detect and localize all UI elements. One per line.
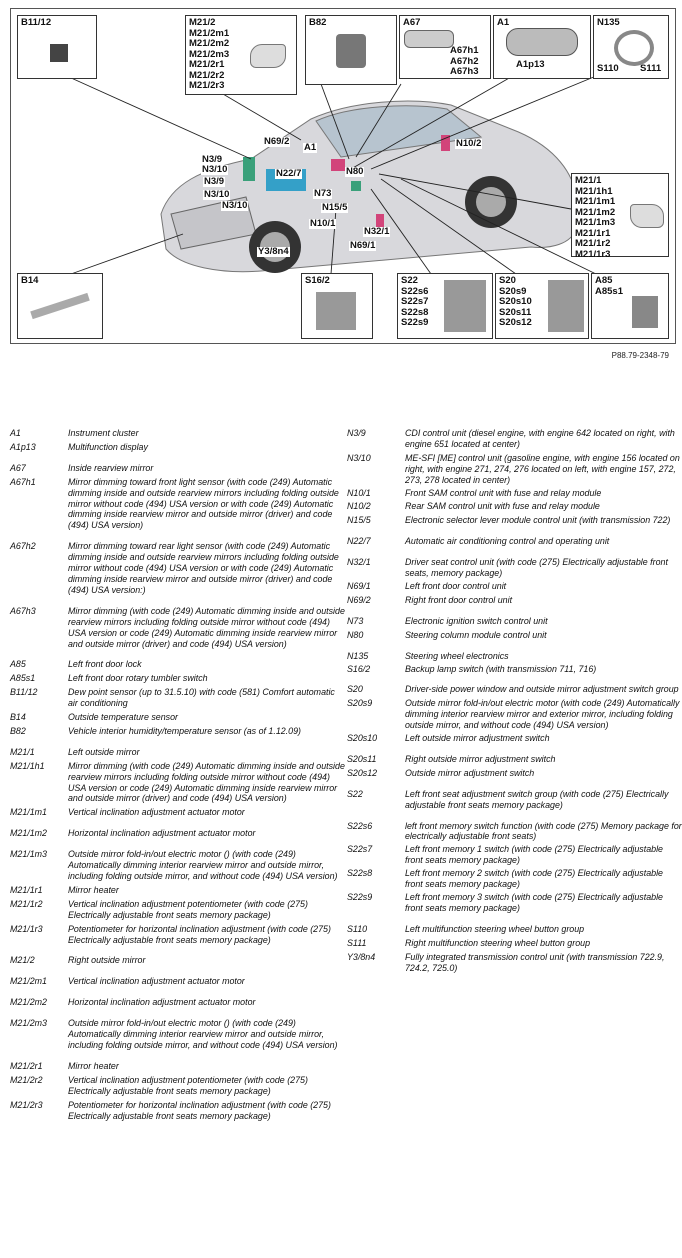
legend-description: Left front memory 1 switch (with code (275) Electrically adjustable front seats memory package) — [405, 844, 663, 866]
box-label: A1 — [497, 17, 510, 28]
sensor-image — [50, 44, 68, 62]
car-callout-label: N3/10 — [222, 200, 248, 211]
legend-row — [347, 616, 682, 630]
legend-left — [10, 428, 349, 1124]
legend-description: Outside mirror fold-in/out electric motor (with code (249) Automatically dimming interior rearview mirror and exterior mirror, including folding outside mirror, and without code (494) USA version) — [405, 698, 680, 731]
legend-row — [10, 747, 349, 761]
switch-image — [316, 292, 356, 330]
legend-code: N3/9 — [347, 428, 366, 438]
legend-row — [347, 595, 682, 616]
legend-row — [347, 428, 682, 453]
legend-description: left front memory switch function (with code (275) Memory package for electrically adjustable front seats) — [405, 820, 682, 842]
legend-code: S20s11 — [347, 753, 377, 764]
car-callout-label: N3/10 — [202, 164, 228, 175]
sensor-image — [30, 293, 90, 319]
cluster-image — [506, 28, 578, 56]
legend-code: M21/2r1 — [10, 1060, 43, 1071]
legend-row — [10, 924, 349, 956]
box-label: S20 S20s9 S20s10 S20s11 S20s12 — [499, 275, 532, 328]
legend-code: M21/1r2 — [10, 898, 43, 909]
car-callout-label: N3/10 — [204, 189, 230, 200]
box-a1 — [493, 15, 591, 79]
legend-code: B82 — [10, 725, 26, 736]
box-m21-2 — [185, 15, 297, 95]
legend-description: Left outside mirror adjustment switch — [405, 733, 550, 744]
car-callout-label: N3/9 — [202, 154, 223, 165]
box-s20 — [495, 273, 589, 339]
legend-description: Backup lamp switch (with transmission 711, 716) — [405, 663, 597, 674]
box-b82 — [305, 15, 397, 85]
legend-description: Right multifunction steering wheel button group — [405, 937, 591, 948]
legend-description: Mirror heater — [68, 884, 119, 895]
box-sublabel: A1p13 — [516, 59, 545, 70]
legend-code: M21/2m2 — [10, 997, 47, 1008]
legend-description: Right outside mirror adjustment switch — [405, 753, 556, 764]
legend-row — [10, 1075, 349, 1100]
legend-description: Dew point sensor (up to 31.5.10) with code (581) Comfort automatic air conditioning — [68, 687, 335, 709]
switch-image — [548, 280, 584, 332]
legend-code: A67h1 — [10, 476, 36, 487]
legend-row — [347, 557, 682, 581]
legend-row — [347, 684, 682, 698]
legend-code: N69/1 — [347, 580, 371, 591]
legend-description: Left multifunction steering wheel button group — [405, 923, 585, 934]
car-callout-label: N15/5 — [322, 202, 348, 213]
legend-row — [10, 712, 349, 726]
legend-description: Vertical inclination adjustment actuator motor — [68, 976, 245, 987]
legend-code: M21/1 — [10, 746, 35, 757]
legend-description: Outside temperature sensor — [68, 712, 179, 723]
legend-row — [10, 606, 349, 660]
switch-image — [444, 280, 486, 332]
legend-row — [10, 955, 349, 976]
car-callout-label: Y3/8n4 — [258, 246, 289, 257]
legend-row — [347, 651, 682, 664]
legend-code: A85 — [10, 659, 26, 670]
legend-description: Left outside mirror — [68, 746, 140, 757]
car-callout-label: N32/1 — [364, 226, 390, 237]
legend-description: Mirror dimming (with code (249) Automatic dimming inside and outside rearview mirrors including folding outside mirror without code (494) USA version or code (249) Automatic dimming inside rearview mirror and outside mirror (driver) and code (494) USA version) — [68, 605, 345, 649]
box-a67 — [399, 15, 491, 79]
legend-code: A85s1 — [10, 673, 36, 684]
legend-code: N73 — [347, 615, 364, 626]
box-label: S16/2 — [305, 275, 330, 286]
legend-description: Rear SAM control unit with fuse and relay module — [405, 501, 600, 512]
legend-row — [10, 442, 349, 463]
legend-description: Electronic selector lever module control unit (with transmission 722) — [405, 515, 671, 526]
box-label: B11/12 — [21, 17, 52, 28]
legend-row — [347, 501, 682, 515]
legend-description: ME-SFI [ME] control unit (gasoline engine, with engine 156 located on right, with engine 271, 274, 276 located on left, with engine 157, 272, 273, 278 located in center) — [405, 452, 680, 485]
legend-row — [10, 463, 349, 477]
legend-row — [347, 630, 682, 651]
legend-code: M21/1r1 — [10, 884, 43, 895]
legend-code: A1p13 — [10, 441, 36, 452]
car-callout-label: N22/7 — [276, 168, 302, 179]
legend-description: Mirror dimming toward front light sensor (with code (249) Automatic dimming inside and outside rearview mirrors including folding outside mirror without code (494) USA version or with code (249) Automatic dimming inside rearview mirror and outside mirror (driver) and code (494) USA version) — [68, 476, 339, 531]
legend-row — [10, 541, 349, 606]
legend-row — [347, 698, 682, 733]
legend-row — [347, 515, 682, 536]
legend-description: Potentiometer for horizontal inclination adjustment (with code (275) Electrically adjustable front seats memory package) — [68, 1099, 331, 1121]
legend-code: M21/1m2 — [10, 828, 47, 839]
legend-code: N135 — [347, 650, 369, 661]
legend-description: Left front door rotary tumbler switch — [68, 673, 208, 684]
box-sublabel: S110 — [597, 63, 619, 74]
legend-row — [10, 1100, 349, 1125]
box-b11-12 — [17, 15, 97, 79]
legend-code: Y3/8n4 — [347, 951, 376, 962]
box-label: N135 — [597, 17, 620, 28]
legend-description: Vertical inclination adjustment actuator motor — [68, 807, 245, 818]
legend-description: Instrument cluster — [68, 428, 139, 438]
legend-description: Left front door lock — [68, 659, 142, 670]
legend-code: A1 — [10, 428, 21, 438]
legend-description: Vehicle interior humidity/temperature sensor (as of 1.12.09) — [68, 725, 301, 736]
reference-code: P88.79-2348-79 — [611, 351, 669, 360]
mirror-image — [250, 44, 286, 68]
legend-row — [347, 733, 682, 754]
legend-row — [347, 844, 682, 868]
sensor-image — [336, 34, 366, 68]
legend-row — [10, 849, 349, 885]
box-b14 — [17, 273, 103, 339]
box-label: B14 — [21, 275, 39, 286]
legend-description: Electronic ignition switch control unit — [405, 615, 548, 626]
box-sublabel: S111 — [640, 63, 662, 74]
box-label: M21/2 M21/2m1 M21/2m2 M21/2m3 M21/2r1 M21/2r2 M21/2r3 — [189, 17, 230, 91]
legend-code: B14 — [10, 712, 26, 723]
legend-row — [347, 924, 682, 938]
component-location-diagram — [10, 8, 676, 344]
legend-row — [347, 581, 682, 595]
legend-row — [10, 828, 349, 849]
legend-description: Front SAM control unit with fuse and relay module — [405, 487, 602, 498]
legend-code: M21/2m1 — [10, 976, 47, 987]
legend-row — [347, 789, 682, 821]
steering-wheel-image — [614, 30, 654, 66]
legend-description: Vertical inclination adjustment potentiometer (with code (275) Electrically adjustable front seats memory package) — [68, 898, 308, 920]
box-label: A85 A85s1 — [595, 275, 623, 297]
legend-right — [347, 428, 682, 976]
legend-code: N22/7 — [347, 536, 371, 547]
legend-row — [10, 726, 349, 747]
legend-description: Steering wheel electronics — [405, 650, 509, 661]
lock-image — [632, 296, 658, 328]
box-sublabel: A67h1 A67h2 A67h3 — [450, 45, 479, 77]
legend-code: A67h3 — [10, 605, 36, 616]
legend-code: N15/5 — [347, 515, 371, 526]
legend-code: M21/2r3 — [10, 1099, 43, 1110]
mirror-image — [630, 204, 664, 228]
legend-code: N80 — [347, 629, 364, 640]
legend-row — [10, 673, 349, 687]
box-a85 — [591, 273, 669, 339]
legend-row — [347, 768, 682, 789]
legend-code: A67 — [10, 462, 26, 473]
legend-row — [347, 868, 682, 892]
car-callout-label: N10/1 — [310, 218, 336, 229]
legend-row — [347, 453, 682, 488]
legend-description: Horizontal inclination adjustment actuator motor — [68, 828, 256, 839]
legend-code: N3/10 — [347, 452, 371, 463]
legend-row — [10, 997, 349, 1018]
car-callout-label: A1 — [304, 142, 317, 153]
legend-row — [10, 807, 349, 828]
legend-code: M21/1r3 — [10, 923, 43, 934]
legend-description: Fully integrated transmission control unit (with transmission 722.9, 724.2, 725.0) — [405, 951, 665, 973]
legend-code: M21/1m1 — [10, 807, 47, 818]
legend-description: Left front memory 3 switch (with code (275) Electrically adjustable front seats memory package) — [405, 892, 663, 913]
legend-code: B11/12 — [10, 687, 38, 698]
legend-row — [10, 428, 349, 442]
mirror-image — [404, 30, 454, 48]
legend-description: Left front door control unit — [405, 580, 507, 591]
legend-code: A67h2 — [10, 541, 36, 552]
legend-description: Mirror dimming (with code (249) Automatic dimming inside and outside rearview mirrors including folding outside mirror without code (494) USA version or code (249) Automatic dimming inside rearview mirror and outside mirror (driver) and code (494) USA version) — [68, 760, 345, 804]
legend-row — [10, 659, 349, 673]
legend-code: N32/1 — [347, 557, 371, 568]
box-s22 — [397, 273, 493, 339]
car-callout-label: N10/2 — [456, 138, 482, 149]
legend-code: M21/1h1 — [10, 760, 45, 771]
legend-row — [10, 1061, 349, 1075]
car-callout-label: N73 — [314, 188, 332, 199]
legend-row — [347, 664, 682, 685]
legend-code: S22s9 — [347, 892, 373, 902]
legend-description: Outside mirror fold-in/out electric motor () (with code (249) Automatically dimming interior rearview mirror and outside mirror, including folding outside mirror, and without code (494) USA version) — [68, 1018, 338, 1050]
box-n135 — [593, 15, 669, 79]
legend-description: Steering column module control unit — [405, 629, 547, 640]
legend-code: S22s6 — [347, 820, 373, 831]
box-label: B82 — [309, 17, 327, 28]
legend-row — [10, 885, 349, 899]
legend-description: Automatic air conditioning control and operating unit — [405, 536, 610, 547]
legend-code: M21/1m3 — [10, 849, 47, 860]
legend-row — [347, 952, 682, 977]
box-m21-1 — [571, 173, 669, 260]
legend-description: Multifunction display — [68, 441, 148, 452]
legend-description: Mirror heater — [68, 1060, 119, 1071]
legend-description: Left front memory 2 switch (with code (275) Electrically adjustable front seats memory package) — [405, 868, 663, 890]
legend-code: S20s9 — [347, 698, 373, 709]
legend-code: S16/2 — [347, 663, 371, 674]
legend-description: Driver-side power window and outside mirror adjustment switch group — [405, 684, 679, 695]
legend-code: S20s10 — [347, 733, 378, 744]
legend-description: Right front door control unit — [405, 594, 513, 605]
legend-code: M21/2r2 — [10, 1074, 43, 1085]
legend-row — [10, 976, 349, 997]
car-callout-label: N80 — [346, 166, 364, 177]
legend-row — [10, 477, 349, 542]
legend-code: M21/2 — [10, 955, 35, 966]
legend-code: S22s7 — [347, 844, 373, 855]
legend-row — [347, 488, 682, 502]
legend-description: Outside mirror adjustment switch — [405, 767, 535, 778]
legend-code: M21/2m3 — [10, 1018, 47, 1029]
legend-row — [347, 754, 682, 768]
car-callout-label: N3/9 — [204, 176, 225, 187]
legend-description: CDI control unit (diesel engine, with engine 642 located on right, with engine 651 located at center) — [405, 428, 675, 449]
legend-row — [347, 536, 682, 557]
box-s16-2 — [301, 273, 373, 339]
legend-description: Right outside mirror — [68, 955, 146, 966]
legend-description: Potentiometer for horizontal inclination adjustment (with code (275) Electrically adjustable front seats memory package) — [68, 923, 331, 945]
car-callout-label: N69/1 — [350, 240, 376, 251]
legend-code: N69/2 — [347, 594, 371, 605]
car-callout-label: N69/2 — [264, 136, 290, 147]
legend-row — [10, 687, 349, 712]
box-label: S22 S22s6 S22s7 S22s8 S22s9 — [401, 275, 429, 328]
legend-code: S110 — [347, 923, 368, 934]
legend-description: Mirror dimming toward rear light sensor (with code (249) Automatic dimming inside and outside rearview mirrors including folding outside mirror without code (494) USA version or with code (249) Automatic dimming inside rearview mirror and outside mirror (driver) and code (494) USA version:) — [68, 541, 339, 595]
legend-description: Outside mirror fold-in/out electric motor () (with code (249) Automatically dimming interior rearview mirror and outside mirror, including folding outside mirror, and without code (494) USA version) — [68, 849, 338, 881]
legend-description: Driver seat control unit (with code (275) Electrically adjustable front seats, memory package) — [405, 557, 668, 579]
legend-code: S20s12 — [347, 767, 378, 778]
legend-row — [347, 892, 682, 924]
legend-code: S20 — [347, 684, 363, 695]
legend-code: S22s8 — [347, 868, 373, 879]
box-label: M21/1 M21/1h1 M21/1m1 M21/1m2 M21/1m3 M21/1r1 M21/1r2 M21/1r3 — [575, 175, 616, 260]
legend-code: N10/2 — [347, 501, 371, 512]
legend-row — [10, 761, 349, 808]
legend-row — [347, 938, 682, 952]
legend-row — [347, 821, 682, 845]
legend-description: Horizontal inclination adjustment actuator motor — [68, 997, 256, 1008]
legend-row — [10, 899, 349, 924]
legend-description: Vertical inclination adjustment potentiometer (with code (275) Electrically adjustable front seats memory package) — [68, 1074, 308, 1096]
legend-row — [10, 1018, 349, 1061]
legend-description: Inside rearview mirror — [68, 462, 154, 473]
box-label: A67 — [403, 17, 421, 28]
legend-code: S22 — [347, 788, 363, 799]
legend-description: Left front seat adjustment switch group (with code (275) Electrically adjustable front seats memory package) — [405, 788, 669, 810]
legend-code: S111 — [347, 937, 367, 948]
legend-code: N10/1 — [347, 487, 371, 498]
